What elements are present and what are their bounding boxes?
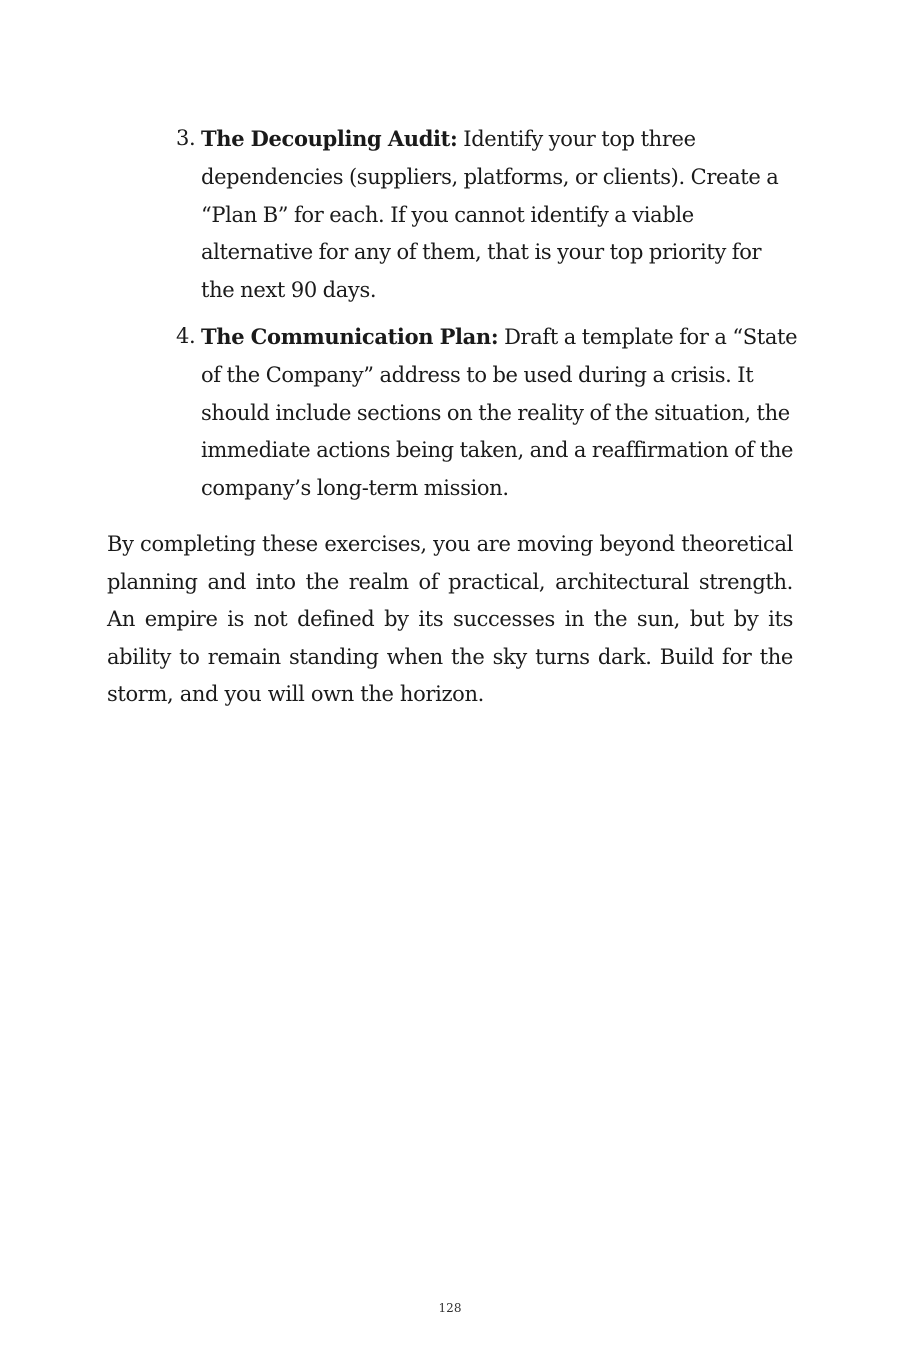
list-item-number: 4. xyxy=(176,323,196,348)
list-item-number: 3. xyxy=(176,126,196,150)
list-item-text: Identify your top three dependencies (suppliers, platforms, or clients). Create a “Plan B” for each. If you cannot identify a viable alternative for any of them, that is your top priority for the next 90 days. xyxy=(201,127,779,303)
page-number: 128 xyxy=(438,1301,462,1315)
exercise-list xyxy=(176,120,798,516)
list-item-title: The Communication Plan: xyxy=(201,323,499,349)
body-paragraph: By completing these exercises, you are moving beyond theoretical planning and into the realm of practical, architectural strength. An empire is not defined by its successes in the sun, but by its ability to remain standing when the sky turns dark. Build for the storm, and you will own the horizon. xyxy=(107,532,793,707)
list-item-title: The Decoupling Audit: xyxy=(201,126,458,151)
list-item xyxy=(176,318,798,508)
list-item xyxy=(176,120,798,310)
list-item-text: Draft a template for a “State of the Company” address to be used during a crisis. It should include sections on the reality of the situation, the immediate actions being taken, and a reaffirmation of the company’s long-term mission. xyxy=(201,324,798,501)
